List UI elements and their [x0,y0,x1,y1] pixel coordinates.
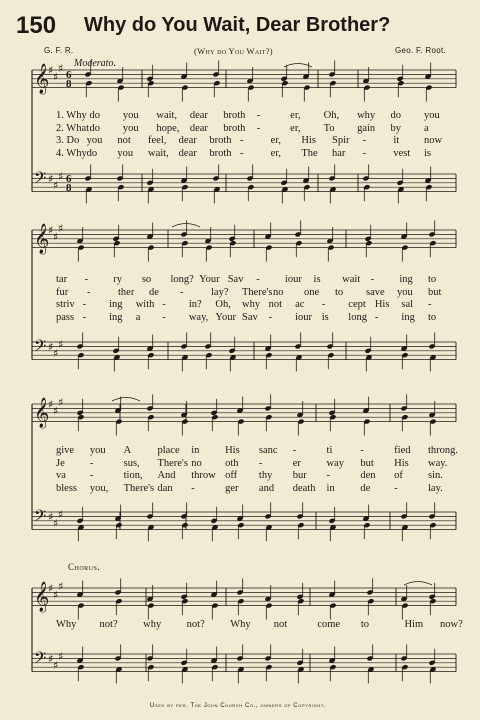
lyric-syllable: to [428,311,437,323]
lyric-syllable: fur [56,286,69,298]
lyric-syllable: de [149,286,159,298]
lyric-syllable: is [321,311,329,323]
lyric-syllable: Your [199,274,220,285]
key-sharp: ♯ [48,224,54,237]
lyric-syllable: wait [342,274,361,285]
lyric-syllable: His [301,135,316,146]
lyric-syllable: - [240,135,244,146]
music-credit: Geo. F. Root. [394,46,446,55]
lyric-syllable: so [141,274,152,285]
lyric-syllable: why [357,110,376,121]
lyric-syllable: - [162,299,166,310]
lyric-syllable: ing [109,311,123,323]
lyric-syllable: A [123,445,132,456]
tempo-marking: Moderato. [74,58,116,69]
lyric-syllable: er, [270,135,282,146]
lyric-syllable: Spir [332,135,350,146]
lyric-syllable: no [273,286,284,298]
lyric-syllable: - [89,470,94,481]
lyric-syllable: you, [89,482,109,494]
lyric-syllable: but [428,286,442,298]
lyric-syllable: tion, [123,470,143,481]
lyric-syllable: - [428,299,432,310]
lyric-syllable: but [360,457,374,469]
lyric-syllable: de [360,482,371,494]
lyric-syllable: a [135,311,141,323]
lyric-syllable: to [428,274,437,285]
lyric-syllable: - [321,299,326,310]
lyric-syllable: There's [242,286,273,298]
lyric-syllable: and [258,482,275,494]
lyric-syllable: - [256,274,260,285]
lyric-syllable: in? [188,299,202,310]
time-signature-top: 6 [66,173,72,185]
key-sharp: ♯ [48,64,54,77]
lyric-syllable: you [122,122,139,134]
lyric-syllable: ti [326,445,333,456]
key-sharp: ♯ [53,404,59,418]
lyric-line [0,312,480,326]
lyric-syllable: with [135,299,155,310]
lyric-syllable: 3. Do [56,135,80,146]
lyric-syllable: you [424,110,440,121]
lyric-syllable: er, [290,110,301,121]
treble-clef: 𝄞 [34,64,50,94]
lyric-syllable: pass [56,311,75,323]
lyric-syllable: sanc [258,445,278,456]
lyric-syllable: dear [189,110,208,121]
lyric-syllable: off [225,470,238,481]
treble-clef: 𝄞 [34,224,50,254]
lyric-syllable: ther [118,286,135,298]
lyric-syllable: va [56,470,66,481]
lyric-syllable: why [143,619,162,630]
lyric-syllable: - [360,445,364,456]
key-sharp: ♯ [48,340,54,354]
words-credit: G. F. R. [44,46,74,55]
key-sharp: ♯ [58,338,64,352]
lyric-syllable: - [258,457,263,469]
slur [172,224,200,228]
time-signature-bottom: 8 [66,182,72,194]
lyric-syllable: dan [157,482,173,494]
lyric-syllable: And [157,470,176,481]
lyric-syllable: do [86,147,98,159]
lyric-syllable: His [374,299,390,310]
chorus-label: Chorus. [68,562,101,572]
lyric-syllable: - [370,274,375,285]
lyric-syllable: er [292,457,301,469]
lyric-syllable: dear [189,122,208,134]
lyric-syllable: vest [393,147,411,159]
lyric-syllable: - [162,311,166,323]
lyric-syllable: you [397,286,413,298]
lyric-syllable: - [180,286,184,298]
lyric-syllable: way, [188,311,209,323]
key-sharp: ♯ [48,398,54,411]
lyric-syllable: you [89,445,106,456]
lyric-syllable: of [394,470,403,481]
lyric-syllable: come [317,619,341,630]
lyric-syllable: Why [230,619,251,630]
lyric-syllable: wait, [148,147,169,159]
lyric-syllable: save [366,286,385,298]
lyric-syllable: no [191,457,202,469]
lyric-syllable: Why [56,619,77,630]
lyric-syllable: dear [178,135,197,146]
lyric-syllable: not [117,135,131,146]
lyric-syllable: feel, [148,135,167,146]
key-sharp: ♯ [53,230,59,244]
lyric-syllable: why [242,299,261,310]
lyric-syllable: - [394,482,398,494]
treble-clef: 𝄞 [34,582,50,612]
lyric-syllable: way [326,457,345,469]
lyric-syllable: sin. [428,470,443,481]
lyric-syllable: thy [258,470,273,481]
lyric-syllable: tar [56,274,68,285]
bass-clef: 𝄢 [34,337,47,359]
lyric-syllable: - [191,482,195,494]
bass-clef: 𝄢 [34,649,47,671]
lyric-syllable: iour [284,274,302,285]
lyric-syllable: in [326,482,335,494]
lyric-syllable: har [332,147,346,159]
lyric-syllable: er, [270,147,282,159]
lyric-syllable: do [89,110,100,121]
lyric-syllable: Sav [242,311,258,323]
lyric-syllable: broth [209,135,232,146]
lyric-syllable: Him [404,619,424,630]
lyric-syllable: - [84,274,89,285]
alternate-title: (Why do You Wait?) [194,46,273,56]
lyric-syllable: you [122,110,139,121]
lyric-syllable: broth [223,122,246,134]
lyric-syllable: ing [109,299,123,310]
lyric-syllable: sal [401,299,414,310]
lyric-syllable: give [56,445,75,456]
lyric-syllable: way. [428,457,448,469]
slur [112,398,140,402]
key-sharp: ♯ [58,221,64,235]
lyric-line [0,483,480,497]
treble-clef: 𝄞 [34,398,50,428]
lyric-syllable: long [348,311,367,323]
lyric-syllable: There's [123,482,155,494]
lyric-syllable: not [268,299,282,310]
lyric-syllable: - [82,311,87,323]
lyric-syllable: - [292,445,297,456]
lyric-syllable: - [268,311,273,323]
lyric-syllable: His [225,445,240,456]
lyric-syllable: not? [186,619,205,630]
copyright-notice: Used by per. The John Church Co., owners of Copyright. [150,703,327,709]
key-sharp: ♯ [53,517,59,530]
lyric-syllable: - [256,110,261,121]
lyric-syllable: fied [394,445,411,456]
key-sharp: ♯ [53,659,59,672]
lyric-syllable: His [394,457,409,469]
lyric-syllable: dear [178,147,197,159]
lyric-syllable: - [362,135,367,146]
lyric-line [0,148,480,162]
lyric-syllable: now? [440,619,463,630]
lyric-syllable: wait, [156,110,178,121]
lyric-syllable: not? [99,619,118,630]
lyric-syllable: it [393,135,400,146]
lyric-syllable: ing [401,311,415,323]
lyric-syllable: to [335,286,344,298]
key-sharp: ♯ [53,347,59,360]
lyric-syllable: - [87,286,91,298]
key-sharp: ♯ [53,70,59,84]
key-sharp: ♯ [58,579,64,593]
slur [284,64,312,68]
lyric-syllable: to [360,619,370,630]
lyric-syllable: The [301,147,318,159]
lyric-syllable: striv [56,299,75,310]
lyric-syllable: - [82,299,87,310]
key-sharp: ♯ [53,179,59,192]
key-sharp: ♯ [58,395,64,409]
lyric-syllable: lay? [211,286,229,298]
lyric-syllable: long? [170,274,194,285]
lyric-syllable: - [89,457,94,469]
hymn-number: 150 [16,12,57,39]
lyric-syllable: a [424,122,429,134]
lyric-syllable: oth [225,457,239,469]
lyric-syllable: lay. [428,482,443,494]
lyric-syllable: den [360,470,376,481]
lyric-syllable: To [323,122,335,134]
lyric-syllable: one [304,286,320,298]
lyric-syllable: in [191,445,200,456]
slur [404,582,432,586]
lyric-syllable: ac [295,299,305,310]
lyric-syllable: cept [348,299,366,310]
key-sharp: ♯ [48,582,54,595]
lyric-syllable: 1. Why [56,110,87,121]
key-sharp: ♯ [48,510,54,524]
lyric-syllable: 2. What [56,122,90,134]
lyric-syllable: - [256,122,261,134]
lyric-syllable: place [157,445,180,456]
lyric-syllable: you [117,147,134,159]
lyric-syllable: death [292,482,316,494]
lyric-syllable: 4. Why [56,147,87,159]
lyric-syllable: ry [113,274,122,285]
key-sharp: ♯ [48,172,54,186]
bass-clef: 𝄢 [34,507,47,529]
lyric-syllable: by [390,122,402,134]
lyric-syllable: iour [295,311,313,323]
hymn-title: Why do You Wait, Dear Brother? [84,14,391,36]
lyric-syllable: bur [292,470,307,481]
lyric-syllable: Oh, [323,110,340,121]
lyric-syllable: bless [56,482,77,494]
lyric-syllable: ing [399,274,413,285]
lyric-syllable: throw [191,470,216,481]
key-sharp: ♯ [58,508,64,522]
lyric-syllable: Sav [227,274,244,285]
bass-clef: 𝄢 [34,169,47,191]
lyric-syllable: broth [223,110,246,121]
key-sharp: ♯ [58,170,64,184]
lyric-syllable: - [326,470,331,481]
key-sharp: ♯ [48,652,54,666]
lyric-syllable: - [374,311,379,323]
lyric-syllable: Oh, [215,299,231,310]
lyric-syllable: is [313,274,321,285]
lyric-syllable: Your [215,311,236,323]
lyric-syllable: now [424,135,443,146]
key-sharp: ♯ [53,588,59,602]
lyric-syllable: - [240,147,244,159]
lyric-syllable: broth [209,147,232,159]
lyric-syllable: gain [357,122,376,134]
lyric-syllable: There's [157,457,188,469]
lyric-syllable: do [390,110,402,121]
lyric-syllable: do [89,122,100,134]
key-sharp: ♯ [58,61,64,75]
lyric-syllable: ger [225,482,239,494]
lyric-syllable: you [86,135,103,146]
lyric-syllable: throng. [428,445,459,456]
lyric-syllable: er, [290,122,301,134]
lyric-syllable: hope, [156,122,180,134]
lyric-line [0,619,480,633]
time-signature-top: 6 [66,69,72,81]
lyric-syllable: is [424,147,432,159]
lyric-syllable: not [273,619,288,630]
lyric-syllable: sus, [123,457,140,469]
lyric-syllable: - [362,147,367,159]
lyric-syllable: Je [56,457,65,469]
time-signature-bottom: 8 [66,78,72,90]
key-sharp: ♯ [58,650,64,664]
